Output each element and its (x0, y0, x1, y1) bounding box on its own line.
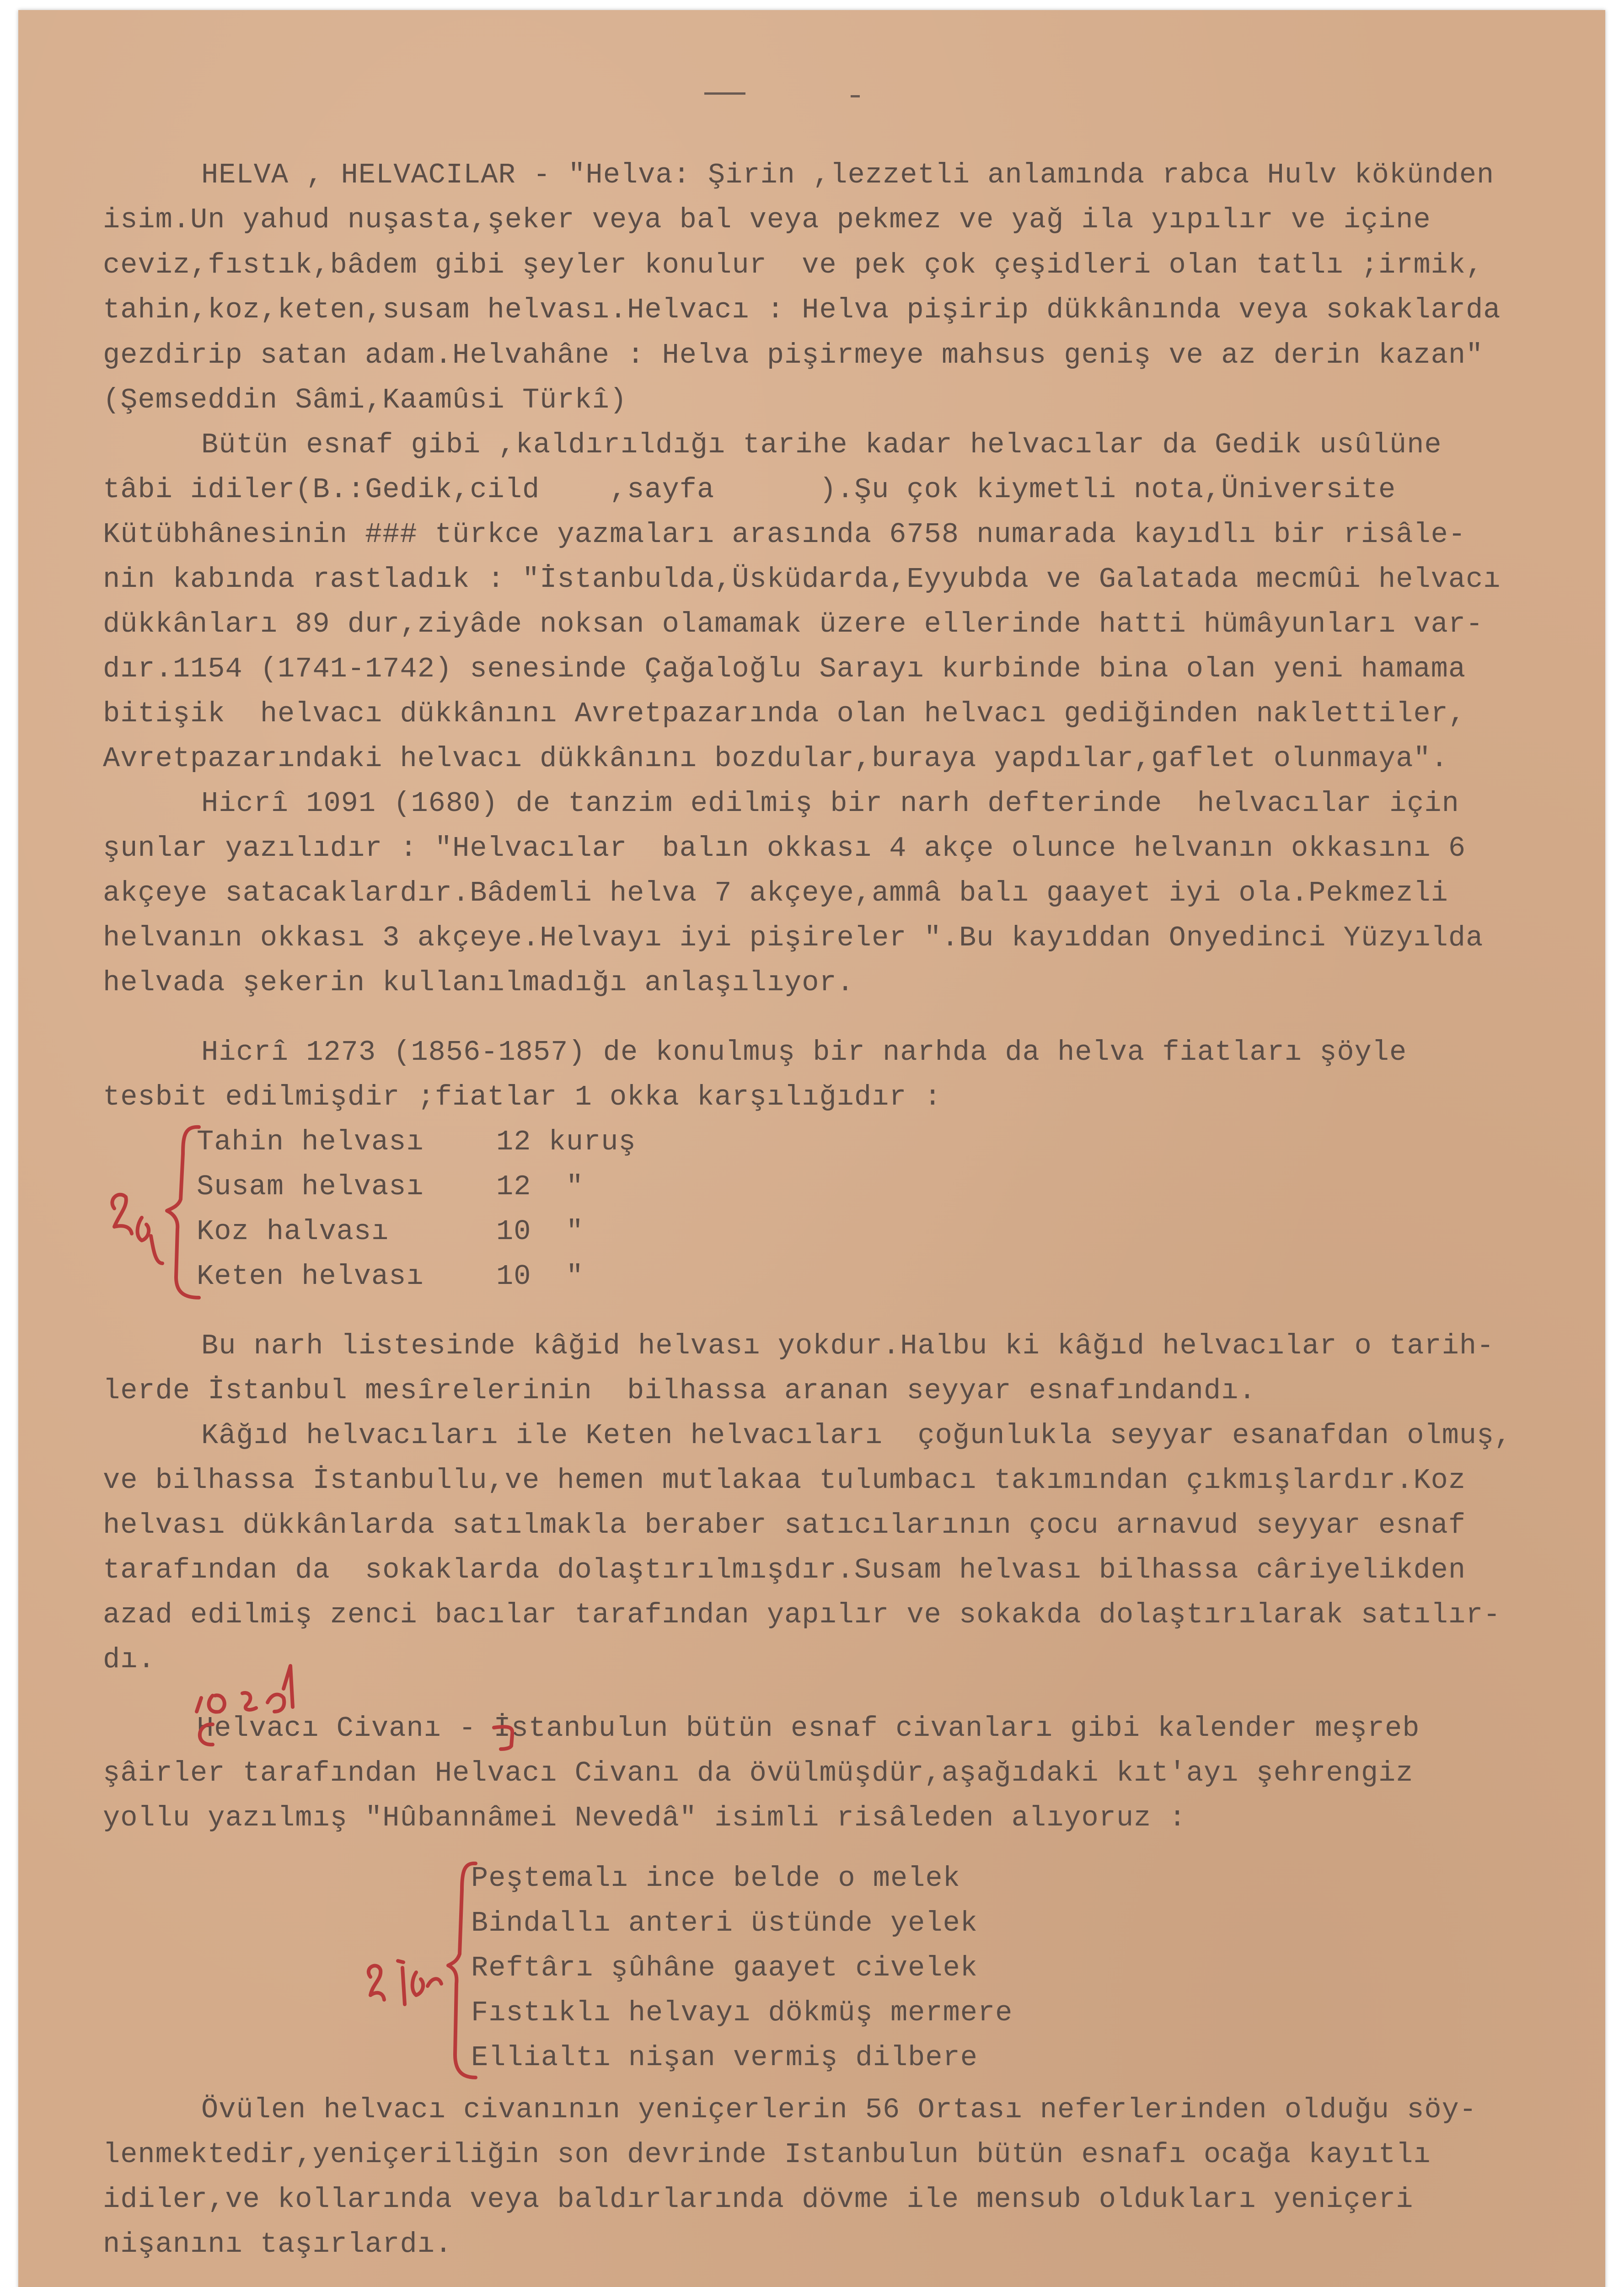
poem-line: Reftârı şûhâne gaayet civelek (471, 1952, 978, 1984)
price-item-value: 12 kuruş (496, 1126, 636, 1158)
price-item-name: Keten helvası (197, 1260, 424, 1293)
page-number-mark (851, 95, 860, 97)
typewritten-page (18, 10, 1605, 2287)
text-line: yollu yazılmış "Hûbannâmei Nevedâ" isimli risâleden alıyoruz : (103, 1802, 1186, 1834)
text-line: nin kabında rastladık : "İstanbulda,Üsküdarda,Eyyubda ve Galatada mecmûi helvacı (103, 563, 1501, 596)
text-line: Bütün esnaf gibi ,kaldırıldığı tarihe kadar helvacılar da Gedik usûlüne (201, 429, 1442, 461)
text-line: şunlar yazılıdır : "Helvacılar balın okkası 4 akçe olunce helvanın okkasını 6 (103, 832, 1466, 864)
text-line: tarafından da sokaklarda dolaştırılmışdır.Susam helvası bilhassa câriyelikden (103, 1554, 1466, 1586)
poem-line: Ellialtı nişan vermiş dilbere (471, 2041, 978, 2074)
poem-line: Bindallı anteri üstünde yelek (471, 1907, 978, 1939)
price-item-value: 10 " (496, 1260, 584, 1293)
text-line: dır.1154 (1741-1742) senesinde Çağaloğlu Sarayı kurbinde bina olan yeni hamama (103, 653, 1466, 685)
text-line: Avretpazarındaki helvacı dükkânını bozdular,buraya yapdılar,gaflet olunmaya". (103, 742, 1448, 775)
text-line: Hicrî 1091 (1680) de tanzim edilmiş bir narh defterinde helvacılar için (201, 787, 1459, 820)
price-item-name: Susam helvası (197, 1170, 424, 1203)
text-line: nişanını taşırlardı. (103, 2228, 453, 2260)
text-line: helvası dükkânlarda satılmakla beraber satıcılarının çocu arnavud seyyar esnaf (103, 1509, 1466, 1541)
text-line: lerde İstanbul mesîrelerinin bilhassa aranan seyyar esnafındandı. (103, 1374, 1256, 1407)
text-line: helvanın okkası 3 akçeye.Helvayı iyi pişireler ".Bu kayıddan Onyedinci Yüzyılda (103, 922, 1484, 954)
text-line: (Şemseddin Sâmi,Kaamûsi Türkî) (103, 384, 627, 416)
text-line: dı. (103, 1643, 155, 1676)
text-line: Övülen helvacı civanının yeniçerlerin 56 Ortası neferlerinden olduğu söy- (201, 2094, 1477, 2126)
poem-line: Fıstıklı helvayı dökmüş mermere (471, 1997, 1013, 2029)
text-line: gezdirip satan adam.Helvahâne : Helva pişirmeye mahsus geniş ve az derin kazan" (103, 339, 1484, 371)
section-heading-line: Helvacı Civanı - İstanbulun bütün esnaf civanları gibi kalender meşreb (197, 1712, 1420, 1745)
price-item-value: 12 " (496, 1170, 584, 1203)
poem-line: Peştemalı ince belde o melek (471, 1862, 960, 1895)
text-line: tesbit edilmişdir ;fiatlar 1 okka karşılığıdır : (103, 1081, 942, 1113)
text-line: bitişik helvacı dükkânını Avretpazarında olan helvacı gediğinden naklettiler, (103, 698, 1466, 730)
text-line: dükkânları 89 dur,ziyâde noksan olamamak üzere ellerinde hatti hümâyunları var- (103, 608, 1484, 640)
page-number-mark (704, 92, 745, 95)
text-line: lenmektedir,yeniçeriliğin son devrinde Istanbulun bütün esnafı ocağa kayıtlı (103, 2138, 1431, 2171)
handwritten-bracket-price-list (87, 1117, 215, 1309)
text-line: Kütübhânesinin ### türkce yazmaları arasında 6758 numarada kayıdlı bir risâle- (103, 518, 1466, 551)
text-line: akçeye satacaklardır.Bâdemli helva 7 akçeye,ammâ balı gaayet iyi ola.Pekmezli (103, 877, 1448, 909)
text-line: helvada şekerin kullanılmadığı anlaşılıyor. (103, 966, 854, 999)
text-line: Kâğıd helvacıları ile Keten helvacıları çoğunlukla seyyar esanafdan olmuş, (201, 1419, 1512, 1452)
price-item-value: 10 " (496, 1215, 584, 1248)
text-line: Bu narh listesinde kâğid helvası yokdur.Halbu ki kâğıd helvacılar o tarih- (201, 1330, 1495, 1362)
handwritten-note-section (169, 1648, 567, 1753)
text-line: HELVA , HELVACILAR - "Helva: Şirin ,lezzetli anlamında rabca Hulv kökünden (201, 159, 1495, 191)
text-line: şâirler tarafından Helvacı Civanı da övülmüşdür,aşağıdaki kıt'ayı şehrengiz (103, 1757, 1414, 1789)
handwritten-bracket-poem (352, 1853, 485, 2091)
price-item-name: Koz halvası (197, 1215, 389, 1248)
text-line: ve bilhassa İstanbullu,ve hemen mutlakaa tulumbacı takımından çıkmışlardır.Koz (103, 1464, 1466, 1497)
text-line: isim.Un yahud nuşasta,şeker veya bal veya pekmez ve yağ ila yıpılır ve içine (103, 204, 1431, 236)
text-line: tahin,koz,keten,susam helvası.Helvacı : Helva pişirip dükkânında veya sokaklarda (103, 294, 1501, 326)
price-item-name: Tahin helvası (197, 1126, 424, 1158)
text-line: tâbi idiler(B.:Gedik,cild ,sayfa ).Şu çok kiymetli nota,Üniversite (103, 473, 1396, 506)
text-line: ceviz,fıstık,bâdem gibi şeyler konulur ve pek çok çeşidleri olan tatlı ;irmik, (103, 249, 1484, 281)
text-line: Hicrî 1273 (1856-1857) de konulmuş bir narhda da helva fiatları şöyle (201, 1036, 1407, 1068)
text-line: azad edilmiş zenci bacılar tarafından yapılır ve sokakda dolaştırılarak satılır- (103, 1599, 1501, 1631)
text-line: idiler,ve kollarında veya baldırlarında dövme ile mensub oldukları yeniçeri (103, 2183, 1414, 2216)
